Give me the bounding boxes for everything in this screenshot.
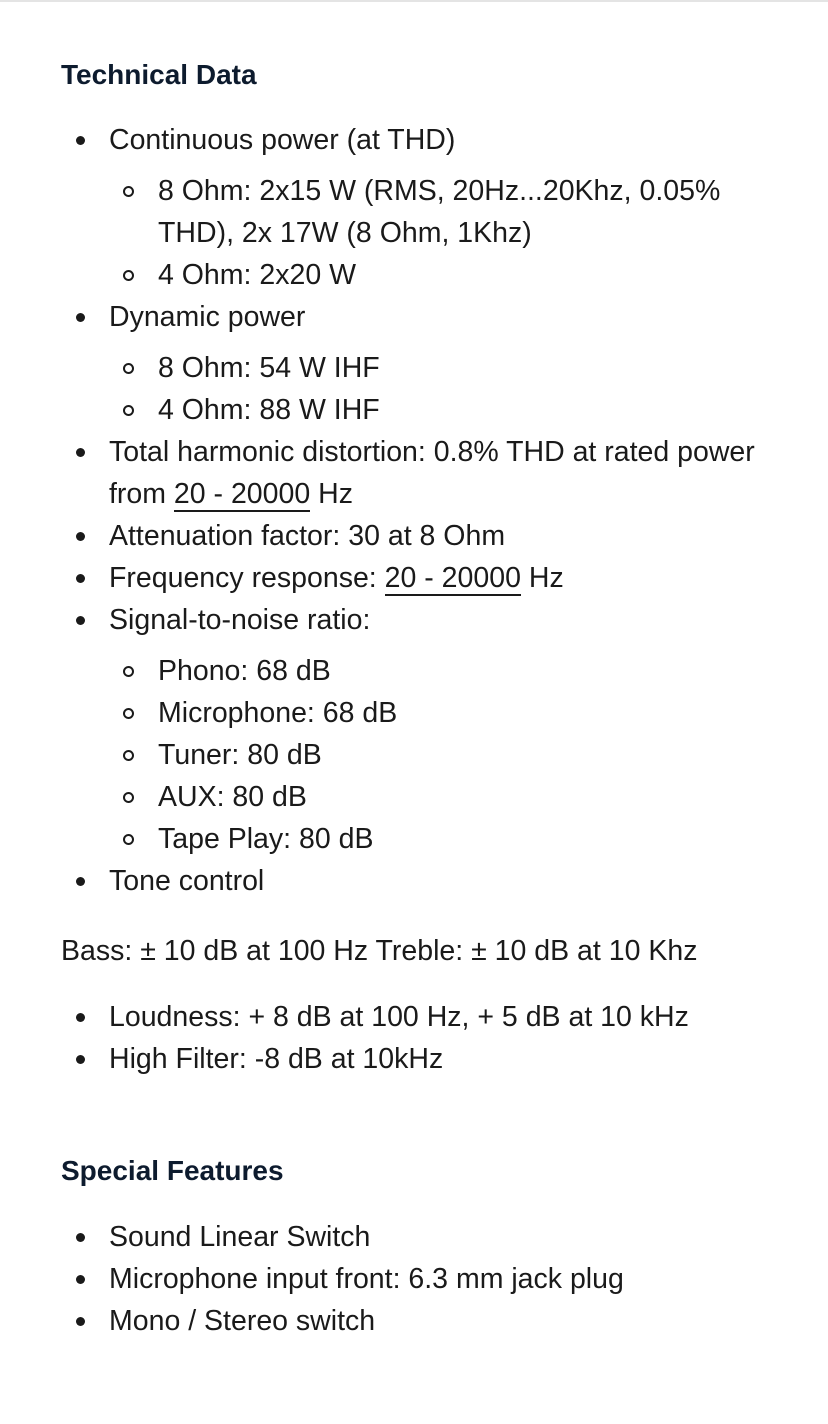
technical-data-list [61,119,781,902]
dynamic-power-sublist [109,347,781,431]
bass-treble-text: Bass: ± 10 dB at 100 Hz Treble: ± 10 dB at 10 Khz [61,935,698,967]
top-divider [0,0,828,2]
sublist-item: Tape Play: 80 dB [109,818,781,860]
list-item-thd [61,431,781,515]
sublist-item: Microphone: 68 dB [109,692,781,734]
frequency-range-link[interactable]: 20 - 20000 [384,562,521,594]
list-item-attenuation: Attenuation factor: 30 at 8 Ohm [61,515,781,557]
snr-label: Signal-to-noise ratio: [109,604,371,636]
tone-details-list [61,996,781,1080]
list-item-dynamic-power [61,296,781,431]
continuous-power-sublist [109,170,781,296]
list-item-feature: Sound Linear Switch [61,1216,781,1258]
list-item-loudness: Loudness: + 8 dB at 100 Hz, + 5 dB at 10 kHz [61,996,781,1038]
sublist-item: Phono: 68 dB [109,650,781,692]
list-item-continuous-power [61,119,781,296]
sublist-item: 4 Ohm: 2x20 W [109,254,781,296]
dynamic-power-label: Dynamic power [109,301,306,333]
list-item-feature: Mono / Stereo switch [61,1300,781,1342]
continuous-power-label: Continuous power (at THD) [109,124,456,156]
special-features-heading: Special Features [61,1155,284,1186]
list-item-tone-control: Tone control [61,860,781,902]
frequency-unit: Hz [520,562,564,594]
special-features-list [61,1216,781,1342]
sublist-item: 4 Ohm: 88 W IHF [109,389,781,431]
list-item-high-filter: High Filter: -8 dB at 10kHz [61,1038,781,1080]
thd-text: Total harmonic distortion: 0.8% THD at rated power from [109,436,755,510]
list-item-frequency [61,557,781,599]
list-item-snr [61,599,781,860]
sublist-item: AUX: 80 dB [109,776,781,818]
sublist-item: 8 Ohm: 2x15 W (RMS, 20Hz...20Khz, 0.05% THD), 2x 17W (8 Ohm, 1Khz) [109,170,781,254]
technical-data-heading: Technical Data [61,59,257,90]
list-item-feature: Microphone input front: 6.3 mm jack plug [61,1258,781,1300]
sublist-item: Tuner: 80 dB [109,734,781,776]
sublist-item: 8 Ohm: 54 W IHF [109,347,781,389]
snr-sublist [109,650,781,860]
thd-unit: Hz [310,478,353,510]
frequency-text: Frequency response: [109,562,385,594]
thd-range-link[interactable]: 20 - 20000 [173,478,311,510]
